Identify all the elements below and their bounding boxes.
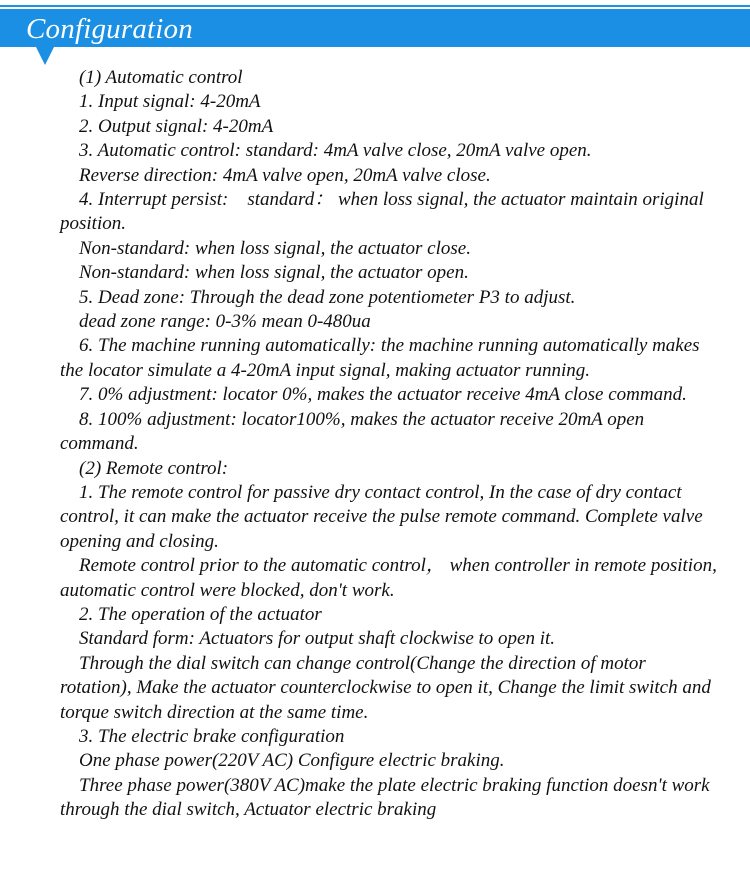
paragraph: 2. The operation of the actuator	[79, 603, 322, 625]
section-title: Configuration	[26, 13, 193, 45]
paragraph: Three phase power(380V AC)make the plate electric braking function doesn't work through the dial switch, Actuator electric braking	[60, 774, 710, 821]
paragraph: 7. 0% adjustment: locator 0%, makes the actuator receive 4mA close command.	[79, 384, 687, 406]
paragraph: One phase power(220V AC) Configure electric braking.	[79, 750, 505, 772]
header-top-rule	[0, 5, 750, 7]
paragraph: 1. The remote control for passive dry contact control, In the case of dry contact control, it can make the actuator receive the pulse remote command. Complete valve opening and closing.	[60, 481, 703, 552]
paragraph: 8. 100% adjustment: locator100%, makes the actuator receive 20mA open command.	[60, 408, 645, 455]
paragraph: Standard form: Actuators for output shaft clockwise to open it.	[79, 628, 556, 650]
paragraph: Through the dial switch can change control(Change the direction of motor rotation), Make the actuator counterclockwise to open it, Change the limit switch and torque switch direction at the same time.	[60, 652, 711, 723]
paragraph: 5. Dead zone: Through the dead zone potentiometer P3 to adjust.	[79, 286, 576, 308]
configuration-text	[60, 66, 720, 823]
paragraph: 3. Automatic control: standard: 4mA valve close, 20mA valve open.	[79, 140, 592, 162]
paragraph: Non-standard: when loss signal, the actuator open.	[79, 262, 469, 284]
section-header-banner	[0, 9, 750, 47]
paragraph: 6. The machine running automatically: the machine running automatically makes the locator simulate a 4-20mA input signal, making actuator running.	[60, 335, 700, 381]
paragraph: 1. Input signal: 4-20mA	[79, 91, 261, 113]
paragraph: 3. The electric brake configuration	[79, 725, 345, 747]
banner-pointer	[36, 47, 54, 65]
paragraph: dead zone range: 0-3% mean 0-480ua	[79, 311, 371, 333]
paragraph: Remote control prior to the automatic control， when controller in remote position, automatic control were blocked, don't work.	[60, 555, 717, 601]
paragraph: (1) Automatic control	[79, 67, 243, 88]
paragraph: Non-standard: when loss signal, the actuator close.	[79, 237, 471, 259]
paragraph: Reverse direction: 4mA valve open, 20mA valve close.	[79, 164, 491, 186]
paragraph: 4. Interrupt persist: standard： when loss signal, the actuator maintain original position.	[60, 189, 704, 235]
paragraph: (2) Remote control:	[79, 457, 229, 479]
paragraph: 2. Output signal: 4-20mA	[79, 115, 274, 137]
